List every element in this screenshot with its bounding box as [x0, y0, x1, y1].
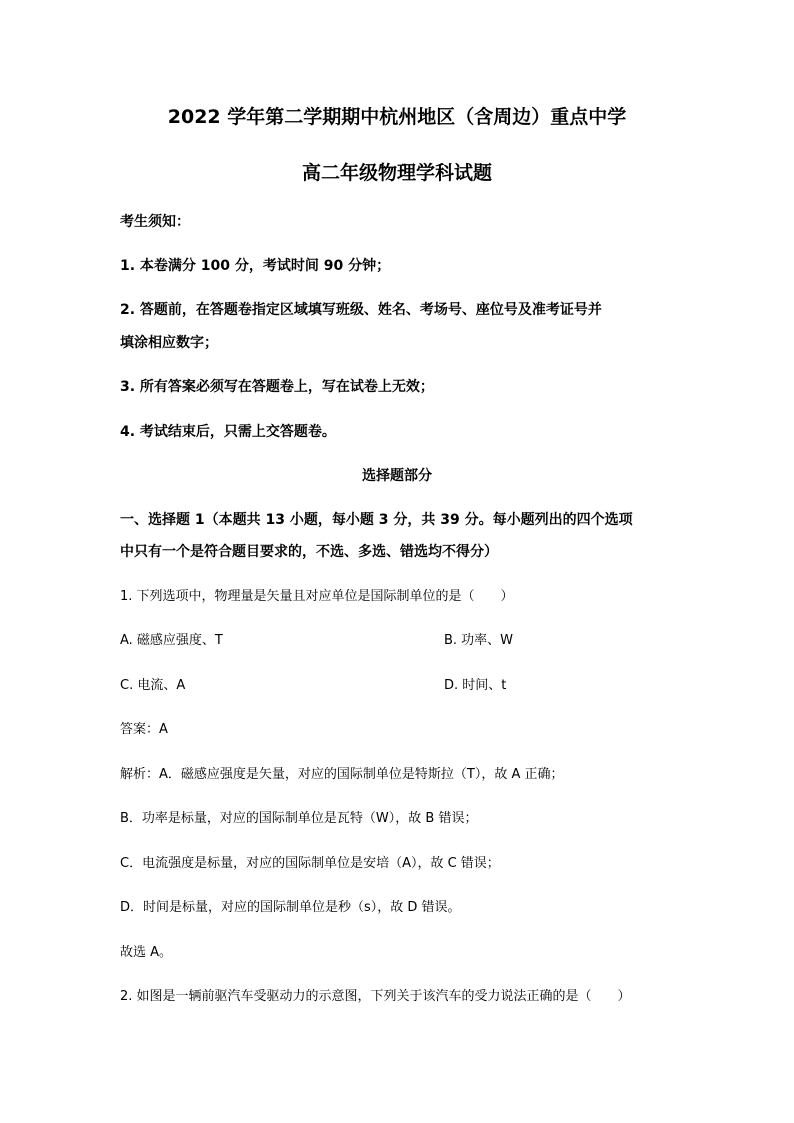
answer: 答案：A [120, 722, 168, 737]
analysis-line: 解析：A．磁感应强度是矢量，对应的国际制单位是特斯拉（T），故 A 正确； [120, 767, 564, 782]
question-1-stem: 1. 下列选项中，物理量是矢量且对应单位是国际制单位的是（ ） [120, 589, 514, 604]
option-c: C. 电流、A [120, 678, 186, 693]
notice-item: 2. 答题前，在答题卷指定区域填写班级、姓名、考场号、座位号及准考证号并 [120, 302, 602, 318]
analysis-line: C．电流强度是标量，对应的国际制单位是安培（A），故 C 错误； [120, 856, 500, 871]
notice-item: 1. 本卷满分 100 分，考试时间 90 分钟； [120, 258, 391, 274]
notice-item: 3. 所有答案必须写在答题卷上，写在试卷上无效； [120, 379, 434, 395]
section-instruction-continued: 中只有一个是符合题目要求的，不选、多选、错选均不得分） [120, 544, 498, 560]
conclusion: 故选 A。 [120, 945, 173, 960]
question-2-stem: 2. 如图是一辆前驱汽车受驱动力的示意图，下列关于该汽车的受力说法正确的是（ ） [120, 989, 631, 1004]
option-a: A. 磁感应强度、T [120, 633, 223, 648]
notice-heading: 考生须知： [120, 214, 190, 230]
option-d: D. 时间、t [444, 678, 507, 693]
analysis-line: B．功率是标量，对应的国际制单位是瓦特（W），故 B 错误； [120, 811, 478, 826]
option-b: B. 功率、W [444, 633, 514, 648]
notice-item-continued: 填涂相应数字； [120, 335, 218, 351]
analysis-line: D．时间是标量，对应的国际制单位是秒（s），故 D 错误。 [120, 900, 461, 915]
section-title: 选择题部分 [362, 468, 432, 484]
section-instruction: 一、选择题 1（本题共 13 小题，每小题 3 分，共 39 分。每小题列出的四个选项 [120, 512, 633, 528]
exam-title: 2022 学年第二学期期中杭州地区（含周边）重点中学 [167, 106, 627, 128]
exam-subtitle: 高二年级物理学科试题 [301, 162, 492, 184]
notice-item: 4. 考试结束后，只需上交答题卷。 [120, 424, 336, 440]
